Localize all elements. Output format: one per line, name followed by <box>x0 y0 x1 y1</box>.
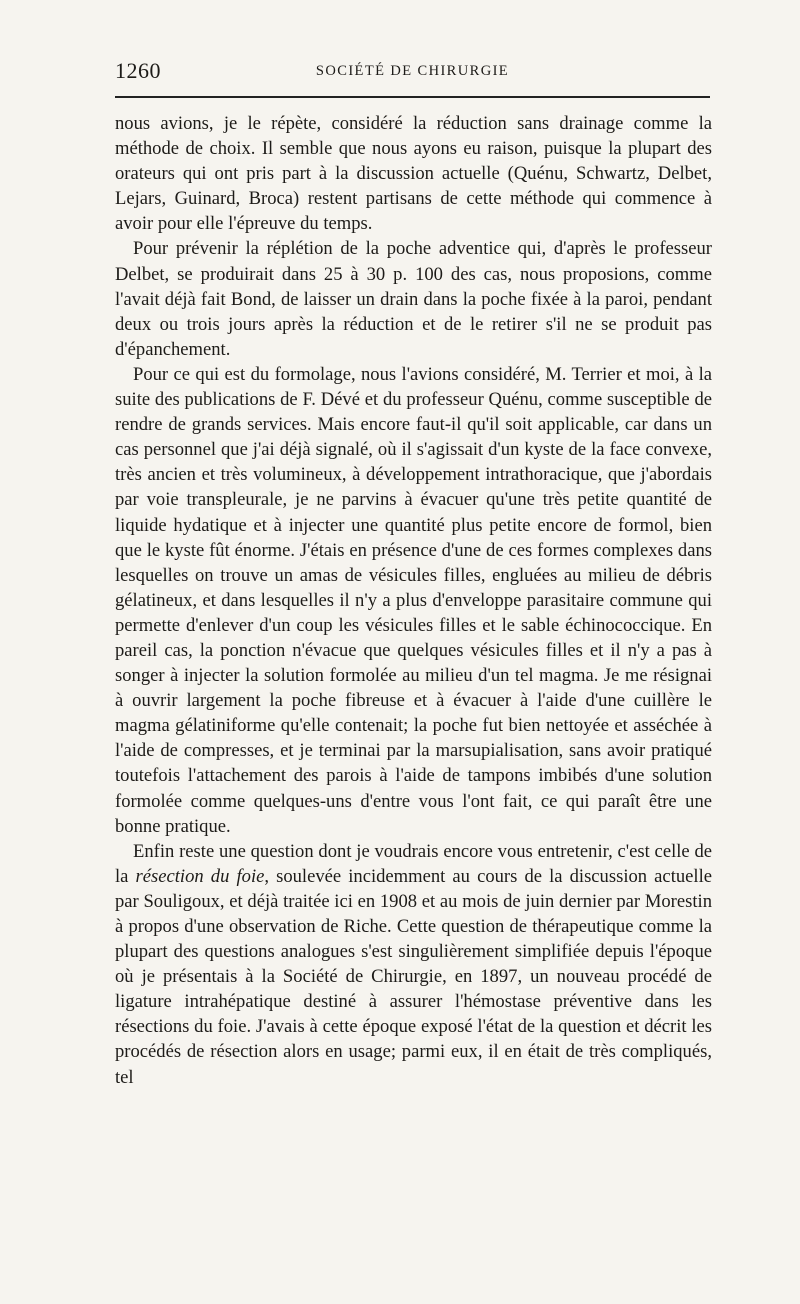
paragraph-4-end: , soulevée incidemment au cours de la discussion actuelle par Souligoux, et déjà traitée ici en 1908 et au mois de juin dernier par Morestin à propos d'une observation de Riche. Cette question de thérapeutique comme la plupart des questions analogues s'est singulièrement simplifiée depuis l'époque où je présentais à la Société de Chirurgie, en 1897, un nouveau procédé de ligature intrahépatique destiné à assurer l'hémostase préventive dans les résections du foie. J'avais à cette époque exposé l'état de la question et décrit les procédés de résection alors en usage; parmi eux, il en était de très compliqués, tel <box>115 865 712 1088</box>
paragraph-1: nous avions, je le répète, considéré la réduction sans drainage comme la méthode de choix. Il semble que nous ayons eu raison, puisque la plupart des orateurs qui ont pris part à la discussion actuelle (Quénu, Schwartz, Delbet, Lejars, Guinard, Broca) restent partisans de cette méthode qui commence à avoir pour elle l'épreuve du temps. <box>115 113 712 235</box>
body-text <box>115 111 712 1090</box>
paragraph-2: Pour prévenir la réplétion de la poche adventice qui, d'après le professeur Delbet, se produirait dans 25 à 30 p. 100 des cas, nous proposions, comme l'avait déjà fait Bond, de laisser un drain dans la poche fixée à la paroi, pendant deux ou trois jours après la réduction et de le retirer s'il ne se produit pas d'épanchement. <box>115 238 712 360</box>
paragraph-3: Pour ce qui est du formolage, nous l'avions considéré, M. Terrier et moi, à la suite des publications de F. Dévé et du professeur Quénu, comme susceptible de rendre de grands services. Mais encore faut-il qu'il soit applicable, car dans un cas personnel que j'ai déjà signalé, où il s'agissait d'un kyste de la face convexe, très ancien et très volumineux, à développement intrathoracique, que j'abordais par voie transpleurale, je ne parvins à évacuer qu'une très petite quantité de liquide hydatique et à injecter une quantité plus petite encore de formol, bien que le kyste fût énorme. J'étais en présence d'une de ces formes complexes dans lesquelles on trouve un amas de vésicules filles, engluées au milieu de débris gélatineux, et dans lesquelles il n'y a plus d'enveloppe parasitaire commune qui permette d'enlever d'un coup les vésicules filles et le sable échinococcique. En pareil cas, la ponction n'évacue que quelques vésicules filles et il n'y a pas à songer à injecter la solution formolée au milieu d'un tel magma. Je me résignai à ouvrir largement la poche fibreuse et à évacuer à l'aide d'une cuillère le magma gélatiniforme qu'elle contenait; la poche fut bien nettoyée et asséchée à l'aide de compresses, et je terminai par la marsupialisation, sans avoir pratiqué toutefois l'attachement des parois à l'aide de tampons imbibés d'une solution formolée comme quelques-uns d'entre vous l'ont fait, ce qui paraît être une bonne pratique. <box>115 363 712 837</box>
page-number: 1260 <box>115 58 161 83</box>
running-title: SOCIÉTÉ DE CHIRURGIE <box>315 63 510 79</box>
paragraph-4 <box>115 839 712 1090</box>
emphasis-resection-du-foie: résection du foie <box>135 865 265 887</box>
paragraph-4-start: Enfin reste une question dont je voudrais encore vous entretenir, c'est celle de la <box>115 840 712 887</box>
page-header <box>115 58 710 88</box>
header-rule <box>115 96 710 98</box>
